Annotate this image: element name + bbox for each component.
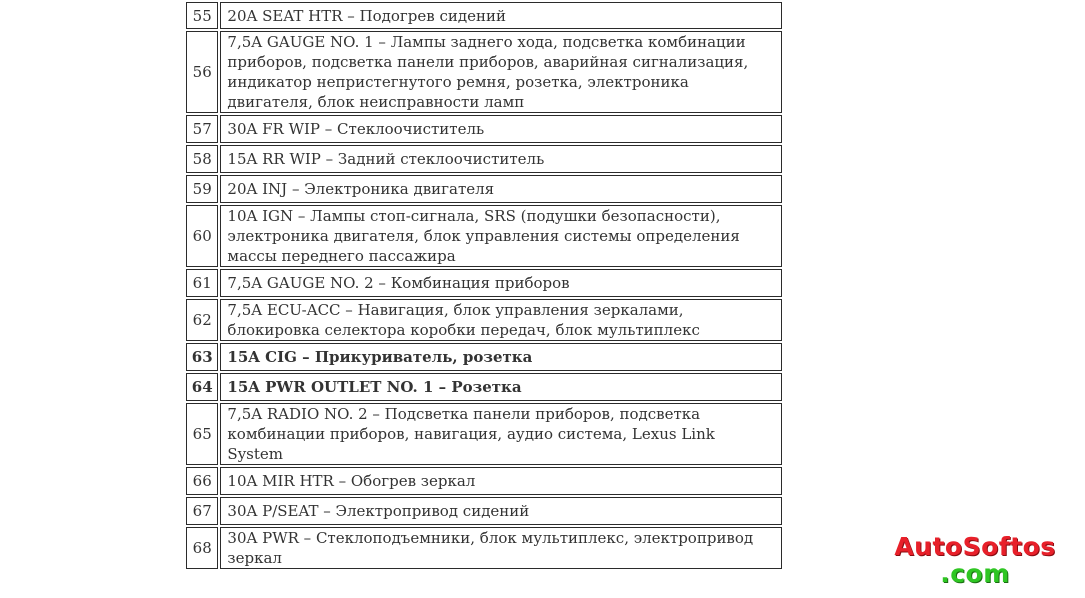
fuse-number: 63 [186, 343, 218, 371]
table-row-56 [186, 31, 782, 113]
fuse-number: 68 [186, 527, 218, 569]
fuse-description: 7,5A GAUGE NO. 1 – Лампы заднего хода, подсветка комбинации приборов, подсветка панели приборов, аварийная сигнализация, индикатор непристегнутого ремня, розетка, электроника двигателя, блок неисправности ламп [220, 31, 782, 113]
fuse-description: 30A PWR – Стеклоподъемники, блок мультиплекс, электропривод зеркал [220, 527, 782, 569]
fuse-description: 10A IGN – Лампы стоп-сигнала, SRS (подушки безопасности), электроника двигателя, блок управления системы определения массы переднего пассажира [220, 205, 782, 267]
table-row-63 [186, 343, 782, 371]
fuse-description: 7,5A RADIO NO. 2 – Подсветка панели приборов, подсветка комбинации приборов, навигация, аудио система, Lexus Link System [220, 403, 782, 465]
table-row-60 [186, 205, 782, 267]
table-row-61 [186, 269, 782, 297]
fuse-table [184, 0, 784, 571]
table-row-66 [186, 467, 782, 495]
site-watermark [880, 533, 1070, 587]
table-row-57 [186, 115, 782, 143]
fuse-number: 67 [186, 497, 218, 525]
fuse-description: 20A SEAT HTR – Подогрев сидений [220, 2, 782, 29]
fuse-number: 60 [186, 205, 218, 267]
fuse-number: 64 [186, 373, 218, 401]
fuse-description: 15A RR WIP – Задний стеклоочиститель [220, 145, 782, 173]
table-row-58 [186, 145, 782, 173]
fuse-table-body [186, 2, 782, 569]
table-row-68 [186, 527, 782, 569]
watermark-brand: AutoSoftos [894, 532, 1056, 561]
fuse-description: 7,5A GAUGE NO. 2 – Комбинация приборов [220, 269, 782, 297]
fuse-description: 15A CIG – Прикуриватель, розетка [220, 343, 782, 371]
fuse-number: 57 [186, 115, 218, 143]
fuse-number: 61 [186, 269, 218, 297]
table-row-67 [186, 497, 782, 525]
table-row-64 [186, 373, 782, 401]
fuse-number: 62 [186, 299, 218, 341]
fuse-description: 15A PWR OUTLET NO. 1 – Розетка [220, 373, 782, 401]
fuse-number: 66 [186, 467, 218, 495]
fuse-description: 20A INJ – Электроника двигателя [220, 175, 782, 203]
table-row-59 [186, 175, 782, 203]
fuse-number: 59 [186, 175, 218, 203]
fuse-description: 30A FR WIP – Стеклоочиститель [220, 115, 782, 143]
table-row-55 [186, 2, 782, 29]
fuse-number: 58 [186, 145, 218, 173]
fuse-description: 30A P/SEAT – Электропривод сидений [220, 497, 782, 525]
fuse-description: 7,5A ECU-ACC – Навигация, блок управления зеркалами, блокировка селектора коробки передач, блок мультиплекс [220, 299, 782, 341]
table-row-62 [186, 299, 782, 341]
table-row-65 [186, 403, 782, 465]
fuse-number: 55 [186, 2, 218, 29]
fuse-number: 56 [186, 31, 218, 113]
watermark-domain: .com [940, 559, 1010, 588]
fuse-description: 10A MIR HTR – Обогрев зеркал [220, 467, 782, 495]
fuse-number: 65 [186, 403, 218, 465]
